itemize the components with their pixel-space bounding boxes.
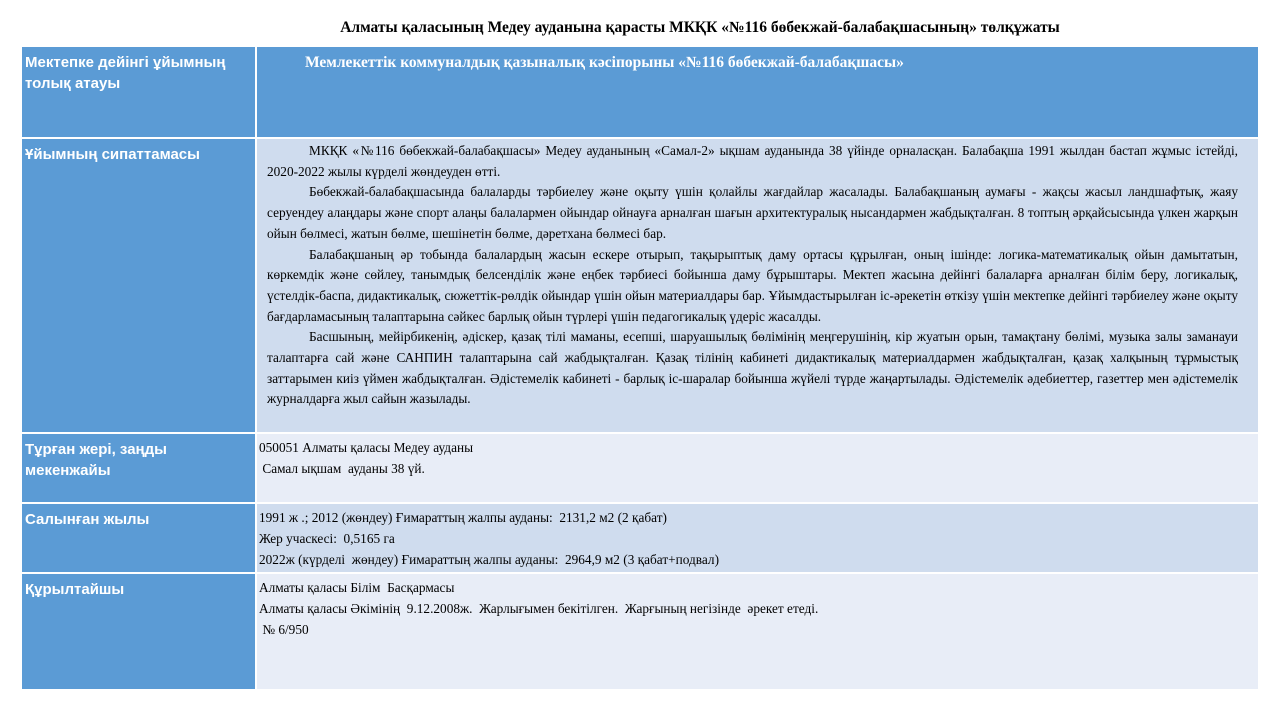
description-paragraph: Басшының, мейірбикенің, әдіскер, қазақ тілі маманы, есепші, шаруашылық бөлімінің меңгерушінің, кір жуатын орын, тамақтану бөлімі, музыка залы заманауи талаптарға сай және САНПИН талаптарына сай жабдықталған. Қазақ тілінің кабинеті дидактикалық материалдармен жабдықталған, қазақ халқының тұрмыстық заттарымен киіз үймен жабдықталған. Әдістемелік кабинеті - барлық іс-шаралар бойынша жүйелі түрде жаңартылады. Әдістемелік әдебиеттер, газеттер мен әдістемелік журналдарға жыл сайын жазылады. [267, 329, 1238, 407]
address-value [257, 434, 1260, 504]
founder-value [257, 574, 1260, 691]
year-value [257, 504, 1260, 574]
year-line: 2022ж (күрделі жөндеу) Ғимараттың жалпы ауданы: 2964,9 м2 (3 қабат+подвал) [259, 552, 719, 567]
page-title: Алматы қаласының Медеу ауданына қарасты МКҚК «№116 бөбекжай-балабақшасының» төлқұжаты [340, 19, 1060, 36]
year-line: 1991 ж .; 2012 (жөндеу) Ғимараттың жалпы ауданы: 2131,2 м2 (2 қабат) [259, 510, 667, 525]
description-paragraph: Бөбекжай-балабақшасында балаларды тәрбиелеу және оқыту үшін қолайлы жағдайлар жасалады. Балабақшаның аумағы - жақсы жасыл ландшафтық, жаяу серуендеу алаңдары және спорт алаңы балалармен ойындар ойнауға арналған шағын архитектуралық нысандармен жабдықталған. 8 топтың әрқайсысында үлкен жарқын ойын бөлмесі, жатын бөлме, шешінетін бөлме, дәретхана бөлмесі бар. [267, 184, 1238, 241]
name-label: Мектепке дейінгі ұйымның толық атауы [22, 47, 257, 139]
address-label: Тұрған жері, заңды мекенжайы [22, 434, 257, 504]
founder-line: Алматы қаласы Әкімінің 9.12.2008ж. Жарлығымен бекітілген. Жарғының негізінде әрекет етеді. [259, 601, 819, 616]
founder-line: № 6/950 [259, 622, 309, 637]
description-label: Ұйымның сипаттамасы [22, 139, 257, 434]
address-line: 050051 Алматы қаласы Медеу ауданы [259, 440, 474, 455]
description-paragraph: Балабақшаның әр тобында балалардың жасын ескере отырып, тақырыптық даму ортасы құрылған, оның ішінде: логика-математикалық ойын дамытатын, көркемдік және сөйлеу, танымдық белсенділік және еңбек тәрбиесі бойынша даму бұрыштары. Мектеп жасына дейінгі балаларға арналған білім беру, логикалық, үстелдік-баспа, дидактикалық, сюжеттік-рөлдік ойындар үшін ойын материалдары бар. Ұйымдастырылған іс-әрекетін өткізу үшін мектепке дейінгі тәрбиелеу және оқыту бағдарламасының талаптарына сәйкес барлық ойын түрлері үшін педагогикалық үдеріс жасалды. [267, 246, 1238, 324]
year-label: Салынған жылы [22, 504, 257, 574]
founder-label: Құрылтайшы [22, 574, 257, 691]
year-line: Жер учаскесі: 0,5165 га [259, 531, 395, 546]
address-line: Самал ықшам ауданы 38 үй. [259, 461, 425, 476]
description-value [257, 139, 1260, 434]
passport-table [22, 47, 1260, 691]
description-paragraph: МКҚК «№116 бөбекжай-балабақшасы» Медеу ауданының «Самал-2» ықшам ауданында 38 үйінде орналасқан. Балабақша 1991 жылдан бастап жұмыс істейді, 2020-2022 жылы күрделі жөндеуден өтті. [267, 143, 1238, 179]
name-value: Мемлекеттік коммуналдық қазыналық кәсіпорыны «№116 бөбекжай-балабақшасы» [257, 47, 1260, 139]
founder-line: Алматы қаласы Білім Басқармасы [259, 580, 455, 595]
